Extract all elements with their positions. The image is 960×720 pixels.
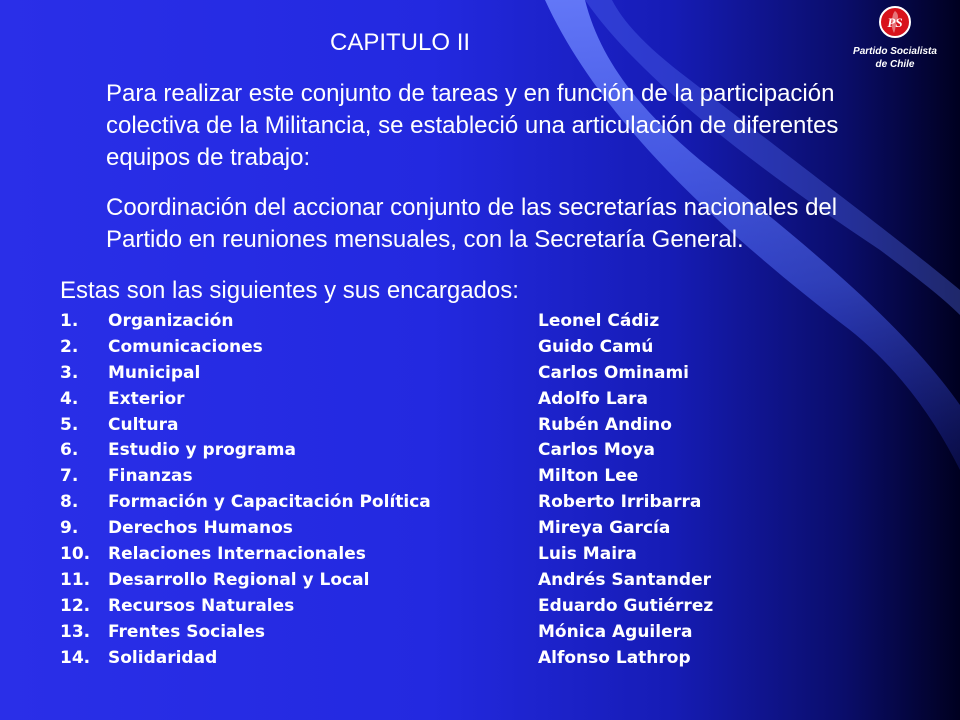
item-person: Rubén Andino [538, 414, 672, 435]
item-number: 13. [60, 621, 91, 642]
item-area: Frentes Sociales [108, 621, 266, 642]
item-number: 12. [60, 595, 91, 616]
list-item [60, 335, 820, 361]
item-area: Exterior [108, 388, 185, 409]
item-person: Leonel Cádiz [538, 311, 660, 331]
list-item [60, 568, 820, 594]
item-person: Adolfo Lara [538, 388, 648, 409]
item-number: 4. [60, 388, 79, 409]
item-person: Roberto Irribarra [538, 492, 702, 513]
item-person: Milton Lee [538, 466, 639, 487]
item-area: Desarrollo Regional y Local [108, 569, 370, 590]
item-person: Andrés Santander [538, 569, 711, 590]
item-area: Relaciones Internacionales [108, 544, 366, 565]
logo-text-line2: de Chile [875, 59, 915, 70]
list-item [60, 464, 820, 490]
coordination-paragraph: Coordinación del accionar conjunto de las secretarías nacionales del Partido en reuniones mensuales, con la Secretaría General. [106, 194, 838, 253]
item-number: 6. [60, 440, 79, 461]
list-item [60, 594, 820, 620]
party-logo [836, 2, 954, 72]
item-number: 10. [60, 544, 91, 565]
ps-emblem-icon [879, 6, 911, 38]
list-item [60, 413, 820, 439]
item-area: Finanzas [108, 466, 193, 487]
item-area: Municipal [108, 362, 201, 383]
intro-paragraph: Para realizar este conjunto de tareas y en función de la participación colectiva de la Militancia, se estableció una articulación de diferentes equipos de trabajo: [106, 80, 839, 171]
item-person: Mónica Aguilera [538, 621, 693, 642]
item-number: 9. [60, 518, 79, 539]
logo-text-line1: Partido Socialista [853, 46, 937, 57]
list-item [60, 309, 820, 335]
list-item [60, 490, 820, 516]
item-area: Recursos Naturales [108, 595, 295, 616]
list-item [60, 620, 820, 646]
item-number: 11. [60, 569, 91, 590]
item-number: 3. [60, 362, 79, 383]
list-item [60, 516, 820, 542]
item-person: Mireya García [538, 518, 671, 539]
list-item [60, 361, 820, 387]
item-person: Carlos Ominami [538, 362, 689, 383]
item-area: Estudio y programa [108, 440, 296, 461]
item-person: Carlos Moya [538, 440, 656, 461]
item-number: 1. [60, 311, 79, 331]
item-area: Comunicaciones [108, 336, 263, 357]
item-number: 8. [60, 492, 79, 513]
item-area: Cultura [108, 414, 179, 435]
item-number: 14. [60, 647, 91, 668]
item-number: 2. [60, 336, 79, 357]
list-item [60, 438, 820, 464]
item-area: Derechos Humanos [108, 518, 293, 539]
list-item [60, 387, 820, 413]
secretariat-list [60, 309, 820, 671]
item-area: Formación y Capacitación Política [108, 492, 431, 513]
slide-title: CAPITULO II [330, 29, 471, 56]
item-number: 5. [60, 414, 79, 435]
item-number: 7. [60, 466, 79, 487]
item-person: Eduardo Gutiérrez [538, 595, 714, 616]
item-area: Organización [108, 311, 234, 331]
item-person: Luis Maira [538, 544, 637, 565]
item-person: Alfonso Lathrop [538, 647, 691, 668]
list-item [60, 646, 820, 672]
list-item [60, 542, 820, 568]
logo-mark-text: PS [887, 15, 903, 30]
list-heading: Estas son las siguientes y sus encargados: [60, 277, 519, 304]
item-area: Solidaridad [108, 647, 218, 668]
item-person: Guido Camú [538, 336, 654, 357]
